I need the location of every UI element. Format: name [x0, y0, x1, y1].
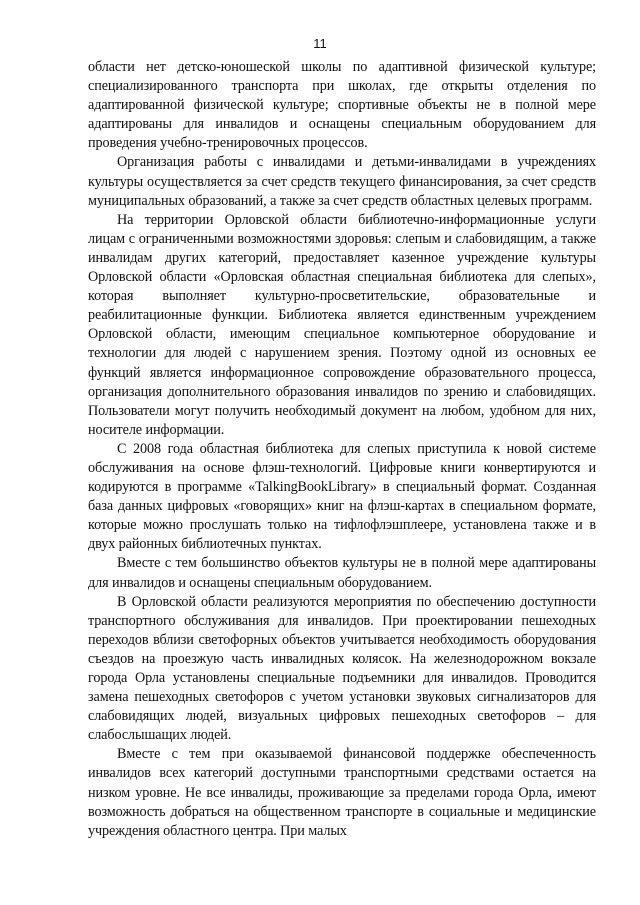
paragraph-transport-accessibility: В Орловской области реализуются мероприятия по обеспечению доступности транспортного обслуживания для инвалидов. При проектировании пешеходных переходов вблизи светофорных объектов учитывается необходимость оборудования съездов на проезжую часть инвалидных колясок. На железнодорожном вокзале города Орла установлены специальные подъемники для инвалидов. Проводится замена пешеходных светофоров с учетом установки звуковых сигнализаторов для слабовидящих людей, визуальных цифровых пешеходных светофоров – для слабослышащих людей. — [88, 593, 596, 744]
paragraph-transport-provision: Вместе с тем при оказываемой финансовой поддержке обеспеченность инвалидов всех категорий доступными транспортными средствами остается на низком уровне. Не все инвалиды, проживающие за пределами города Орла, имеют возможность добраться на общественном транспорте в социальные и медицинские учреждения областного центра. При малых — [88, 746, 596, 839]
paragraph-flash-technology: С 2008 года областная библиотека для слепых приступила к новой системе обслуживания на основе флэш-технологий. Цифровые книги конвертируются и кодируются в программе «TalkingBookLibrary» в специальный формат. Созданная база данных цифровых «говорящих» книг на флэш-картах в специальном формате, которые можно прослушать только на тифлофлэшплеере, установлена также и в двух районных библиотечных пунктах. — [88, 440, 596, 553]
paragraph-culture-objects: Вместе с тем большинство объектов культуры не в полной мере адаптированы для инвалидов и оснащены специальным оборудованием. — [88, 555, 596, 591]
paragraph-culture-funding: Организация работы с инвалидами и детьми-инвалидами в учреждениях культуры осуществляется за счет средств текущего финансирования, за счет средств муниципальных образований, а также за счет средств областных целевых программ. — [88, 154, 596, 209]
document-body — [88, 58, 596, 841]
page-number: 11 — [313, 36, 327, 51]
paragraph-continued: области нет детско-юношеской школы по адаптивной физической культуре; специализированного транспорта при школах, где открыты отделения по адаптированной физической культуре; спортивные объекты не в полной мере адаптированы для инвалидов и оснащены специальным оборудованием для проведения учебно-тренировочных процессов. — [88, 59, 596, 152]
paragraph-library-services: На территории Орловской области библиотечно-информационные услуги лицам с ограниченными возможностями здоровья: слепым и слабовидящим, а также инвалидам других категорий, предоставляет казенное учреждение культуры Орловской области «Орловская областная специальная библиотека для слепых», которая выполняет культурно-просветительские, образовательные и реабилитационные функции. Библиотека является единственным учреждением Орловской области, имеющим специальное компьютерное оборудование и технологии для людей с нарушением зрения. Поэтому одной из основных ее функций является информационное сопровождение образовательного процесса, организация дополнительного образования инвалидов по зрению и слабовидящих. Пользователи могут получить необходимый документ на любом, удобном для них, носителе информации. — [88, 211, 596, 438]
